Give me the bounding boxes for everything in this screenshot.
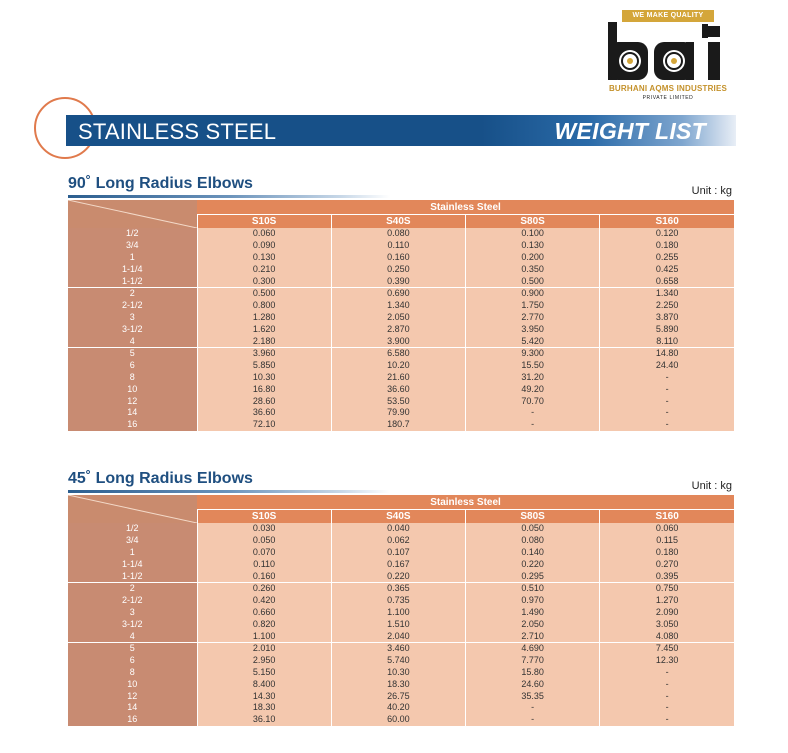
weight-cell: 0.080: [331, 228, 465, 240]
table-row: [68, 335, 734, 347]
weight-cell: 2.090: [600, 607, 734, 619]
weight-cell: 0.210: [197, 263, 331, 275]
weight-cell: 0.820: [197, 618, 331, 630]
weight-cell: -: [600, 714, 734, 726]
row-size-label: 3/4: [68, 535, 197, 547]
weight-cell: 0.160: [331, 252, 465, 264]
weight-cell: 0.270: [600, 558, 734, 570]
weight-cell: 0.090: [197, 240, 331, 252]
row-size-label: 6: [68, 655, 197, 667]
company-logo: [604, 8, 732, 104]
weight-cell: 0.735: [331, 595, 465, 607]
weight-cell: 2.870: [331, 323, 465, 335]
weight-cell: 0.180: [600, 240, 734, 252]
weight-cell: -: [466, 702, 600, 714]
weight-cell: 2.710: [466, 630, 600, 642]
weight-cell: 35.35: [466, 690, 600, 702]
weight-cell: 5.850: [197, 360, 331, 372]
weight-cell: 0.050: [197, 535, 331, 547]
weight-table-45: [68, 495, 734, 726]
table-body: [68, 523, 734, 726]
weight-cell: 0.160: [197, 570, 331, 582]
weight-cell: 0.390: [331, 275, 465, 287]
corner-diagonal-line: [68, 495, 197, 523]
table-row: [68, 252, 734, 264]
row-size-label: 5: [68, 347, 197, 359]
weight-cell: 24.60: [466, 678, 600, 690]
row-size-label: 2-1/2: [68, 300, 197, 312]
weight-cell: 0.260: [197, 582, 331, 594]
weight-cell: 0.500: [197, 287, 331, 299]
weight-cell: 1.620: [197, 323, 331, 335]
table-row: [68, 655, 734, 667]
weight-cell: 2.010: [197, 642, 331, 654]
weight-cell: 0.050: [466, 523, 600, 535]
row-size-label: 2: [68, 287, 197, 299]
table-row: [68, 395, 734, 407]
weight-cell: 0.295: [466, 570, 600, 582]
weight-cell: 0.062: [331, 535, 465, 547]
table-row: [68, 690, 734, 702]
table-row: [68, 714, 734, 726]
column-header: S160: [600, 215, 734, 229]
row-size-label: 2-1/2: [68, 595, 197, 607]
logo-bai-mark: [604, 22, 732, 82]
weight-cell: 1.510: [331, 618, 465, 630]
weight-cell: 2.950: [197, 655, 331, 667]
weight-cell: 0.365: [331, 582, 465, 594]
row-size-label: 3-1/2: [68, 323, 197, 335]
row-size-label: 10: [68, 678, 197, 690]
unit-label: Unit : kg: [691, 480, 732, 492]
section-title: 90˚ Long Radius Elbows: [68, 175, 253, 192]
weight-cell: 0.510: [466, 582, 600, 594]
weight-cell: 0.750: [600, 582, 734, 594]
weight-cell: 0.115: [600, 535, 734, 547]
weight-cell: 0.110: [197, 558, 331, 570]
weight-cell: 6.580: [331, 347, 465, 359]
weight-cell: 3.950: [466, 323, 600, 335]
logo-tagline: WE MAKE QUALITY: [622, 10, 714, 22]
weight-cell: 2.180: [197, 335, 331, 347]
weight-cell: 1.340: [331, 300, 465, 312]
weight-cell: 0.220: [331, 570, 465, 582]
weight-cell: 0.690: [331, 287, 465, 299]
weight-cell: 4.080: [600, 630, 734, 642]
weight-cell: 0.658: [600, 275, 734, 287]
row-size-label: 4: [68, 335, 197, 347]
row-size-label: 8: [68, 667, 197, 679]
weight-cell: 0.420: [197, 595, 331, 607]
table-row: [68, 547, 734, 559]
table-row: [68, 383, 734, 395]
weight-cell: -: [600, 690, 734, 702]
weight-cell: 0.255: [600, 252, 734, 264]
weight-cell: 0.900: [466, 287, 600, 299]
row-size-label: 3: [68, 607, 197, 619]
weight-cell: 8.110: [600, 335, 734, 347]
weight-cell: 0.220: [466, 558, 600, 570]
weight-cell: -: [600, 395, 734, 407]
unit-label: Unit : kg: [691, 185, 732, 197]
row-size-label: 10: [68, 383, 197, 395]
weight-cell: -: [466, 407, 600, 419]
row-size-label: 1: [68, 252, 197, 264]
weight-cell: 26.75: [331, 690, 465, 702]
corner-diagonal-line: [68, 200, 197, 228]
weight-cell: 0.167: [331, 558, 465, 570]
weight-cell: 0.130: [466, 240, 600, 252]
weight-cell: 9.300: [466, 347, 600, 359]
weight-cell: 14.30: [197, 690, 331, 702]
table-row: [68, 275, 734, 287]
weight-cell: 5.740: [331, 655, 465, 667]
row-size-label: 1/2: [68, 228, 197, 240]
weight-cell: 40.20: [331, 702, 465, 714]
weight-cell: 0.130: [197, 252, 331, 264]
table-row: [68, 419, 734, 431]
weight-cell: 1.270: [600, 595, 734, 607]
weight-cell: 14.80: [600, 347, 734, 359]
section-title-underline: [68, 195, 390, 198]
table-row: [68, 287, 734, 299]
weight-cell: -: [600, 419, 734, 431]
row-size-label: 1/2: [68, 523, 197, 535]
weight-cell: 36.10: [197, 714, 331, 726]
page-banner: [66, 115, 736, 146]
row-size-label: 3: [68, 312, 197, 324]
table-row: [68, 228, 734, 240]
table-row: [68, 523, 734, 535]
weight-cell: 7.450: [600, 642, 734, 654]
table-row: [68, 407, 734, 419]
row-size-label: 16: [68, 419, 197, 431]
weight-cell: 3.870: [600, 312, 734, 324]
table-row: [68, 630, 734, 642]
row-size-label: 1: [68, 547, 197, 559]
weight-cell: 3.960: [197, 347, 331, 359]
weight-cell: 4.690: [466, 642, 600, 654]
weight-cell: 1.750: [466, 300, 600, 312]
logo-company-name: BURHANI AQMS INDUSTRIES: [608, 84, 728, 93]
weight-table-90: [68, 200, 734, 431]
weight-cell: 0.080: [466, 535, 600, 547]
row-size-label: 5: [68, 642, 197, 654]
weight-cell: 5.890: [600, 323, 734, 335]
row-size-label: 12: [68, 395, 197, 407]
weight-cell: 3.900: [331, 335, 465, 347]
column-header: S40S: [331, 510, 465, 524]
weight-cell: 2.770: [466, 312, 600, 324]
column-header: S10S: [197, 215, 331, 229]
weight-cell: 0.395: [600, 570, 734, 582]
weight-cell: 15.50: [466, 360, 600, 372]
weight-cell: 3.050: [600, 618, 734, 630]
table-row: [68, 558, 734, 570]
weight-cell: 0.060: [600, 523, 734, 535]
row-size-label: 14: [68, 407, 197, 419]
weight-cell: 10.30: [197, 372, 331, 384]
table-corner-cell: [68, 495, 197, 523]
weight-cell: 2.250: [600, 300, 734, 312]
row-size-label: 8: [68, 372, 197, 384]
weight-cell: 180.7: [331, 419, 465, 431]
weight-cell: -: [600, 678, 734, 690]
weight-cell: 0.425: [600, 263, 734, 275]
weight-cell: 1.280: [197, 312, 331, 324]
column-header: S10S: [197, 510, 331, 524]
table-row: [68, 312, 734, 324]
row-size-label: 1-1/4: [68, 263, 197, 275]
weight-cell: 0.350: [466, 263, 600, 275]
section-title: 45˚ Long Radius Elbows: [68, 470, 253, 487]
weight-cell: 28.60: [197, 395, 331, 407]
row-size-label: 4: [68, 630, 197, 642]
weight-cell: 0.030: [197, 523, 331, 535]
weight-cell: -: [600, 667, 734, 679]
row-size-label: 1-1/4: [68, 558, 197, 570]
weight-cell: 49.20: [466, 383, 600, 395]
table-row: [68, 595, 734, 607]
row-size-label: 1-1/2: [68, 275, 197, 287]
banner-title-right: WEIGHT LIST: [554, 118, 706, 144]
weight-cell: 0.250: [331, 263, 465, 275]
weight-cell: 10.20: [331, 360, 465, 372]
row-size-label: 1-1/2: [68, 570, 197, 582]
table-row: [68, 535, 734, 547]
weight-cell: -: [600, 383, 734, 395]
weight-cell: 0.970: [466, 595, 600, 607]
weight-cell: -: [466, 419, 600, 431]
weight-cell: 0.070: [197, 547, 331, 559]
table-row: [68, 667, 734, 679]
weight-cell: 0.300: [197, 275, 331, 287]
column-header: S160: [600, 510, 734, 524]
group-header: Stainless Steel: [197, 495, 734, 510]
table-row: [68, 607, 734, 619]
weight-cell: 0.140: [466, 547, 600, 559]
table-row: [68, 372, 734, 384]
weight-cell: 7.770: [466, 655, 600, 667]
weight-cell: 31.20: [466, 372, 600, 384]
weight-cell: 15.80: [466, 667, 600, 679]
weight-cell: 5.420: [466, 335, 600, 347]
weight-cell: 0.040: [331, 523, 465, 535]
column-header: S80S: [466, 510, 600, 524]
weight-cell: 70.70: [466, 395, 600, 407]
weight-cell: 0.660: [197, 607, 331, 619]
banner-title-left: STAINLESS STEEL: [78, 119, 277, 144]
weight-cell: 1.490: [466, 607, 600, 619]
weight-cell: 8.400: [197, 678, 331, 690]
weight-cell: -: [600, 702, 734, 714]
weight-cell: 5.150: [197, 667, 331, 679]
weight-cell: 0.800: [197, 300, 331, 312]
weight-cell: 0.200: [466, 252, 600, 264]
weight-cell: 79.90: [331, 407, 465, 419]
table-row: [68, 618, 734, 630]
weight-cell: 72.10: [197, 419, 331, 431]
weight-cell: 36.60: [197, 407, 331, 419]
weight-cell: -: [600, 407, 734, 419]
weight-cell: 1.100: [331, 607, 465, 619]
weight-cell: -: [466, 714, 600, 726]
weight-cell: 2.040: [331, 630, 465, 642]
weight-cell: -: [600, 372, 734, 384]
table-row: [68, 702, 734, 714]
table-row: [68, 300, 734, 312]
column-header: S40S: [331, 215, 465, 229]
row-size-label: 12: [68, 690, 197, 702]
weight-cell: 21.60: [331, 372, 465, 384]
table-row: [68, 240, 734, 252]
weight-cell: 10.30: [331, 667, 465, 679]
weight-cell: 0.120: [600, 228, 734, 240]
weight-cell: 2.050: [466, 618, 600, 630]
weight-cell: 0.110: [331, 240, 465, 252]
weight-cell: 36.60: [331, 383, 465, 395]
weight-cell: 0.107: [331, 547, 465, 559]
weight-cell: 60.00: [331, 714, 465, 726]
weight-cell: 24.40: [600, 360, 734, 372]
row-size-label: 6: [68, 360, 197, 372]
weight-cell: 0.060: [197, 228, 331, 240]
table-row: [68, 347, 734, 359]
weight-cell: 53.50: [331, 395, 465, 407]
weight-cell: 18.30: [331, 678, 465, 690]
weight-cell: 2.050: [331, 312, 465, 324]
table-row: [68, 323, 734, 335]
weight-cell: 18.30: [197, 702, 331, 714]
weight-cell: 0.180: [600, 547, 734, 559]
column-header: S80S: [466, 215, 600, 229]
table-row: [68, 642, 734, 654]
table-row: [68, 678, 734, 690]
row-size-label: 16: [68, 714, 197, 726]
weight-cell: 0.100: [466, 228, 600, 240]
row-size-label: 3/4: [68, 240, 197, 252]
table-corner-cell: [68, 200, 197, 228]
table-row: [68, 570, 734, 582]
weight-cell: 1.340: [600, 287, 734, 299]
table-body: [68, 228, 734, 431]
logo-company-subtitle: PRIVATE LIMITED: [642, 95, 694, 101]
weight-cell: 12.30: [600, 655, 734, 667]
group-header: Stainless Steel: [197, 200, 734, 215]
table-row: [68, 360, 734, 372]
weight-cell: 3.460: [331, 642, 465, 654]
weight-cell: 0.500: [466, 275, 600, 287]
weight-cell: 1.100: [197, 630, 331, 642]
row-size-label: 14: [68, 702, 197, 714]
section-title-underline: [68, 490, 390, 493]
weight-cell: 16.80: [197, 383, 331, 395]
table-row: [68, 263, 734, 275]
row-size-label: 2: [68, 582, 197, 594]
table-row: [68, 582, 734, 594]
row-size-label: 3-1/2: [68, 618, 197, 630]
